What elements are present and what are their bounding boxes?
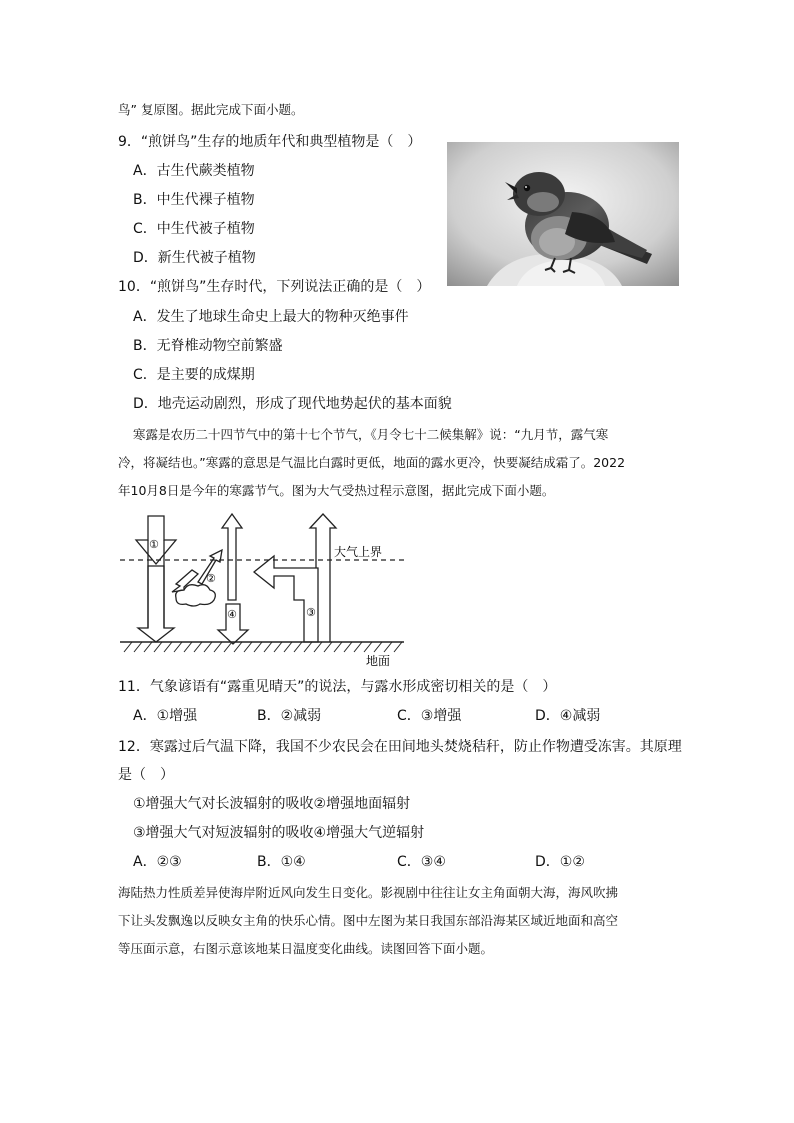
q9-option-d: D．新生代被子植物 bbox=[133, 250, 256, 266]
arrow-1-shaft bbox=[138, 566, 174, 642]
q12-statements-2: ③增强大气对短波辐射的吸收④增强大气逆辐射 bbox=[133, 825, 425, 841]
marker-3: ③ bbox=[306, 606, 316, 619]
q12-option-c: C．③④ bbox=[397, 854, 446, 870]
cloud-icon bbox=[176, 585, 216, 606]
question-11-stem: 11．气象谚语有“露重见晴天”的说法，与露水形成密切相关的是（ ） bbox=[118, 679, 557, 695]
marker-4: ④ bbox=[227, 608, 237, 621]
q12-option-b: B．①④ bbox=[257, 854, 306, 870]
q10-option-c: C．是主要的成煤期 bbox=[133, 367, 255, 383]
question-12-stem-line-1: 12．寒露过后气温下降，我国不少农民会在田间地头焚烧秸秆，防止作物遭受冻害。其原理 bbox=[118, 739, 682, 755]
question-10-stem: 10．“煎饼鸟”生存时代，下列说法正确的是（ ） bbox=[118, 279, 431, 295]
atmosphere-heating-diagram bbox=[118, 510, 408, 670]
q11-option-d: D．④减弱 bbox=[535, 708, 601, 724]
q10-option-a: A．发生了地球生命史上最大的物种灭绝事件 bbox=[133, 309, 409, 325]
question-12-stem-line-2: 是（ ） bbox=[118, 767, 174, 783]
arrow-up-right bbox=[310, 514, 336, 642]
q12-statements-1: ①增强大气对长波辐射的吸收②增强地面辐射 bbox=[133, 796, 411, 812]
q11-option-b: B．②减弱 bbox=[257, 708, 322, 724]
passage-2-line-3: 年10月8日是今年的寒露节气。图为大气受热过程示意图，据此完成下面小题。 bbox=[118, 483, 555, 498]
arrow-3 bbox=[254, 556, 318, 642]
q11-option-a: A．①增强 bbox=[133, 708, 198, 724]
q11-option-c: C．③增强 bbox=[397, 708, 462, 724]
passage-2-line-2: 冷，将凝结也。”寒露的意思是气温比白露时更低，地面的露水更冷，快要凝结成霜了。2022 bbox=[118, 455, 626, 470]
passage-3-line-1: 海陆热力性质差异使海岸附近风向发生日变化。影视剧中往往让女主角面朝大海，海风吹拂 bbox=[118, 885, 619, 900]
q12-option-a: A．②③ bbox=[133, 854, 182, 870]
atmosphere-top-label: 大气上界 bbox=[334, 545, 383, 559]
passage-3-line-3: 等压面示意，右图示意该地某日温度变化曲线。读图回答下面小题。 bbox=[118, 941, 494, 956]
passage-2-line-1: 寒露是农历二十四节气中的第十七个节气，《月令七十二候集解》说：“九月节，露气寒 bbox=[133, 427, 609, 442]
marker-2: ② bbox=[206, 572, 216, 585]
q9-option-b: B．中生代裸子植物 bbox=[133, 192, 255, 208]
q9-option-c: C．中生代被子植物 bbox=[133, 221, 255, 237]
bird-photo bbox=[447, 142, 679, 286]
intro-continuation: 鸟” 复原图。据此完成下面小题。 bbox=[118, 102, 304, 117]
ground-label: 地面 bbox=[366, 654, 391, 668]
passage-3-line-2: 下让头发飘逸以反映女主角的快乐心情。图中左图为某日我国东部沿海某区域近地面和高空 bbox=[118, 913, 619, 928]
q10-option-d: D．地壳运动剧烈，形成了现代地势起伏的基本面貌 bbox=[133, 396, 452, 412]
question-9-stem: 9．“煎饼鸟”生存的地质年代和典型植物是（ ） bbox=[118, 134, 422, 150]
arrow-4-up bbox=[222, 514, 242, 600]
q10-option-b: B．无脊椎动物空前繁盛 bbox=[133, 338, 283, 354]
marker-1: ① bbox=[149, 538, 159, 551]
q12-option-d: D．①② bbox=[535, 854, 585, 870]
q9-option-a: A．古生代蕨类植物 bbox=[133, 163, 255, 179]
